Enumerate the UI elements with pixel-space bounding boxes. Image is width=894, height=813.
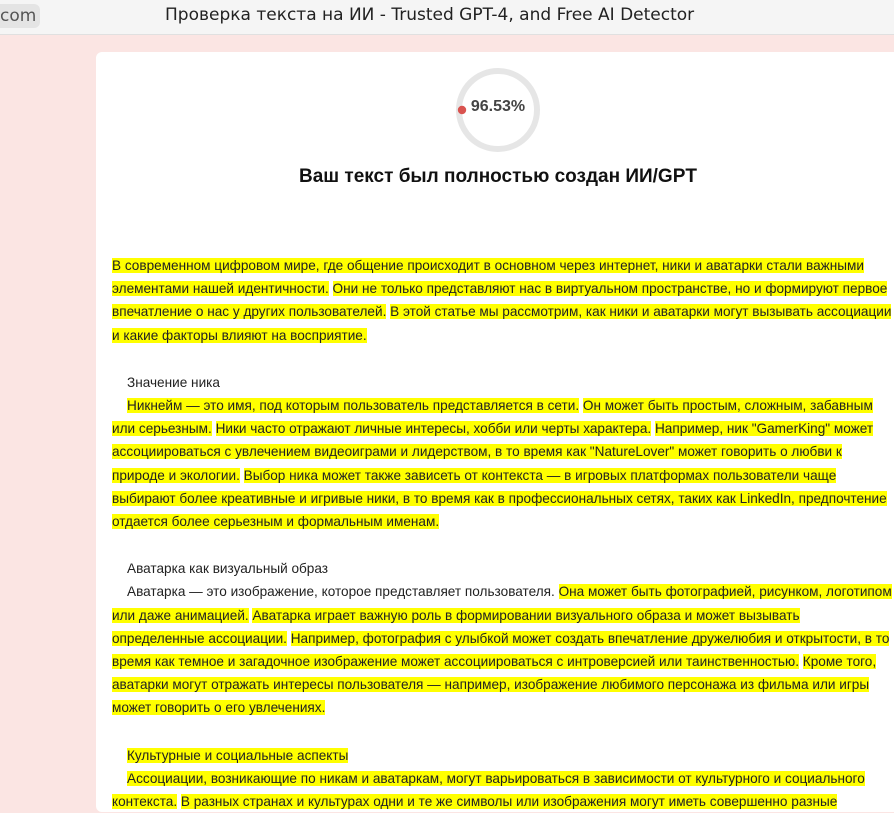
ai-sentence: Кроме того, аватарки могут отражать интересы пользователя — например, изображение любимого персонажа из фильма или игры может говорить о его увлечениях.	[112, 654, 877, 716]
ai-sentence: Они не только представляют нас в виртуальном пространстве, но и формируют первое впечатление о нас у других пользователей.	[112, 281, 888, 320]
human-sentence: Аватарка — это изображение, которое представляет пользователя.	[127, 584, 555, 600]
ai-sentence: Выбор ника может также зависеть от контекста — в игровых платформах пользователи чаще выбирают более креативные и игривые ники, в то время как в профессиональных сетях, таких как LinkedIn, предпочтение отдается более серьезным и формальным именам.	[112, 467, 887, 530]
section-heading: Аватарка как визуальный образ	[127, 561, 329, 577]
ai-sentence: Ники часто отражают личные интересы, хобби или черты характера.	[215, 421, 652, 437]
browser-tab-bar	[0, 0, 894, 35]
result-heading: Ваш текст был полностью создан ИИ/GPT	[299, 166, 697, 187]
section-heading	[112, 744, 894, 767]
intro-paragraph	[112, 254, 894, 347]
ai-sentence: В разных странах и культурах одни и те же символы или изображения могут иметь совершенно разные	[180, 794, 838, 810]
section-paragraph	[112, 767, 894, 813]
ai-sentence: Например, фотография с улыбкой может создать впечатление дружелюбия и открытости, в то время как темное и загадочное изображение может ассоциироваться с интроверсией или таинственностью.	[112, 630, 890, 670]
ai-sentence: В современном цифровом мире, где общение происходит в основном через интернет, ники и аватарки стали важными элементами нашей идентичности.	[112, 258, 864, 297]
ai-score-percentage: 96.53%	[470, 98, 526, 115]
ai-sentence: В этой статье мы рассмотрим, как ники и аватарки могут вызывать ассоциации и какие факторы влияют на восприятие.	[112, 304, 892, 343]
ai-sentence: Он может быть простым, сложным, забавным или серьезным.	[112, 398, 873, 437]
ai-sentence: Аватарка играет важную роль в формировании визуального образа и может вызывать определенные ассоциации.	[112, 607, 800, 646]
ai-sentence: Ассоциации, возникающие по никам и аватаркам, могут варьироваться в зависимости от культурного и социального контекста.	[112, 770, 865, 810]
page-title: Проверка текста на ИИ - Trusted GPT-4, and Free AI Detector	[165, 5, 695, 25]
section-heading: Значение ника	[127, 374, 220, 390]
address-bar[interactable]: com	[0, 4, 40, 28]
ai-sentence: Например, ник "GamerKing" может ассоциироваться с увлечением видеоиграми и лидерством, в то время как "NatureLover" может говорить о любви к природе и экологии.	[112, 421, 874, 483]
section-paragraph	[112, 394, 894, 533]
analyzed-text	[112, 254, 894, 813]
ai-sentence: Она может быть фотографией, рисунком, логотипом или даже анимацией.	[112, 584, 892, 623]
section-paragraph	[112, 580, 894, 719]
ai-sentence: Никнейм — это имя, под которым пользователь представляется в сети.	[127, 398, 580, 414]
ai-sentence: Культурные и социальные аспекты	[127, 747, 349, 763]
